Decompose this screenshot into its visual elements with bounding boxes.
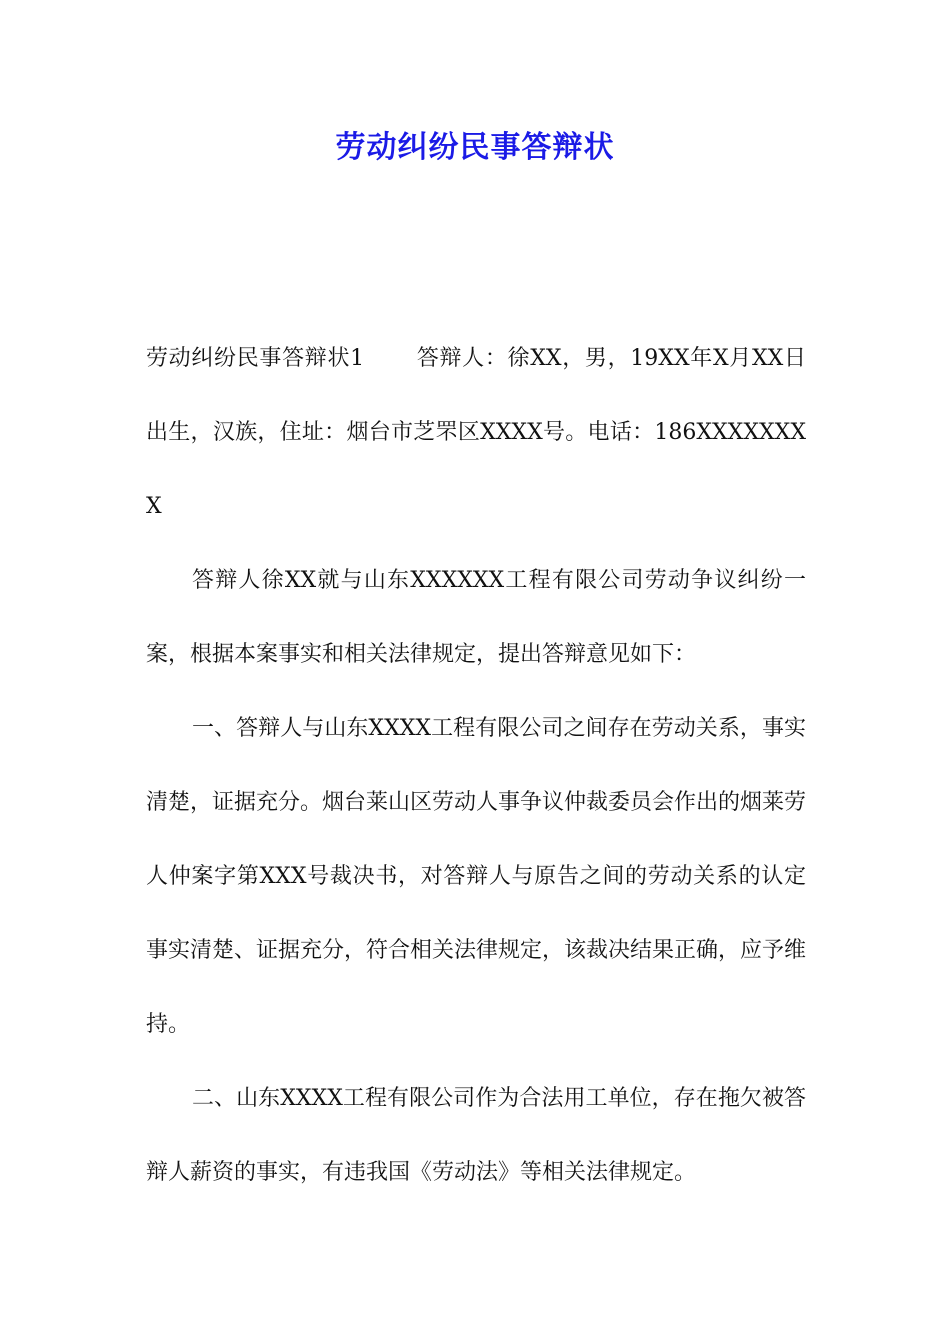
body-paragraph-2: 一、答辩人与山东XXXX工程有限公司之间存在劳动关系，事实清楚，证据充分。烟台莱山区劳动人事争议仲裁委员会作出的烟莱劳人仲案字第XXX号裁决书，对答辩人与原告之间的劳动关系的认定事实清楚、证据充分，符合相关法律规定，该裁决结果正确，应予维持。 — [146, 716, 807, 1037]
body-paragraph-1: 答辩人徐XX就与山东XXXXXX工程有限公司劳动争议纠纷一案，根据本案事实和相关法律规定，提出答辩意见如下： — [146, 568, 806, 667]
respondent-paragraph — [146, 322, 806, 544]
respondent-info: 答辩人：徐XX，男，19XX年X月XX日出生，汉族，住址：烟台市芝罘区XXXX号。电话：186XXXXXXXX — [146, 346, 806, 519]
document-body — [146, 322, 806, 1210]
body-paragraph-3: 二、山东XXXX工程有限公司作为合法用工单位，存在拖欠被答辩人薪资的事实，有违我国《劳动法》等相关法律规定。 — [146, 1086, 806, 1185]
header-label: 劳动纠纷民事答辩状1 — [146, 346, 365, 371]
document-title: 劳动纠纷民事答辩状 — [335, 130, 615, 165]
